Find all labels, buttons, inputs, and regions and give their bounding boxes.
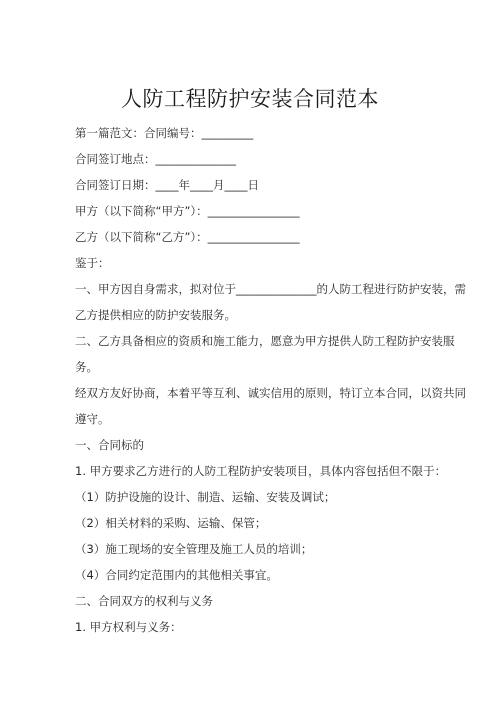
document-title: 人防工程防护安装合同范本 bbox=[121, 87, 379, 111]
section-heading: 二、合同双方的权利与义务 bbox=[75, 594, 213, 608]
signing-date-line: 合同签订日期：____年____月____日 bbox=[75, 178, 259, 192]
clause-line: 1. 甲方要求乙方进行的人防工程防护安装项目，具体内容包括但不限于： bbox=[75, 464, 447, 478]
signing-place-line: 合同签订地点：______________ bbox=[75, 152, 236, 166]
party-a-line: 甲方（以下简称“甲方”）：________________ bbox=[75, 204, 300, 218]
contract-number-line: 第一篇范文：合同编号：_________ bbox=[75, 126, 254, 140]
paragraph-line: 二、乙方具备相应的资质和施工能力，愿意为甲方提供人防工程防护安装服 bbox=[75, 334, 455, 348]
list-item: （1）防护设施的设计、制造、运输、安装及调试； bbox=[75, 490, 336, 504]
paragraph-line: 一、甲方因自身需求，拟对位于______________的人防工程进行防护安装，需 bbox=[75, 282, 466, 296]
paragraph-line: 务。 bbox=[75, 360, 98, 374]
clause-line: 1. 甲方权利与义务： bbox=[75, 620, 182, 634]
list-item: （4）合同约定范围内的其他相关事宜。 bbox=[75, 568, 278, 582]
list-item: （2）相关材料的采购、运输、保管； bbox=[75, 516, 267, 530]
whereas-heading: 鉴于： bbox=[75, 256, 110, 270]
list-item: （3）施工现场的安全管理及施工人员的培训； bbox=[75, 542, 313, 556]
paragraph-line: 遵守。 bbox=[75, 412, 110, 426]
paragraph-line: 乙方提供相应的防护安装服务。 bbox=[75, 308, 236, 322]
section-heading: 一、合同标的 bbox=[75, 438, 144, 452]
party-b-line: 乙方（以下简称“乙方”）：________________ bbox=[75, 230, 300, 244]
document-body bbox=[75, 126, 466, 646]
paragraph-line: 经双方友好协商，本着平等互利、诚实信用的原则，特订立本合同，以资共同 bbox=[75, 386, 466, 400]
